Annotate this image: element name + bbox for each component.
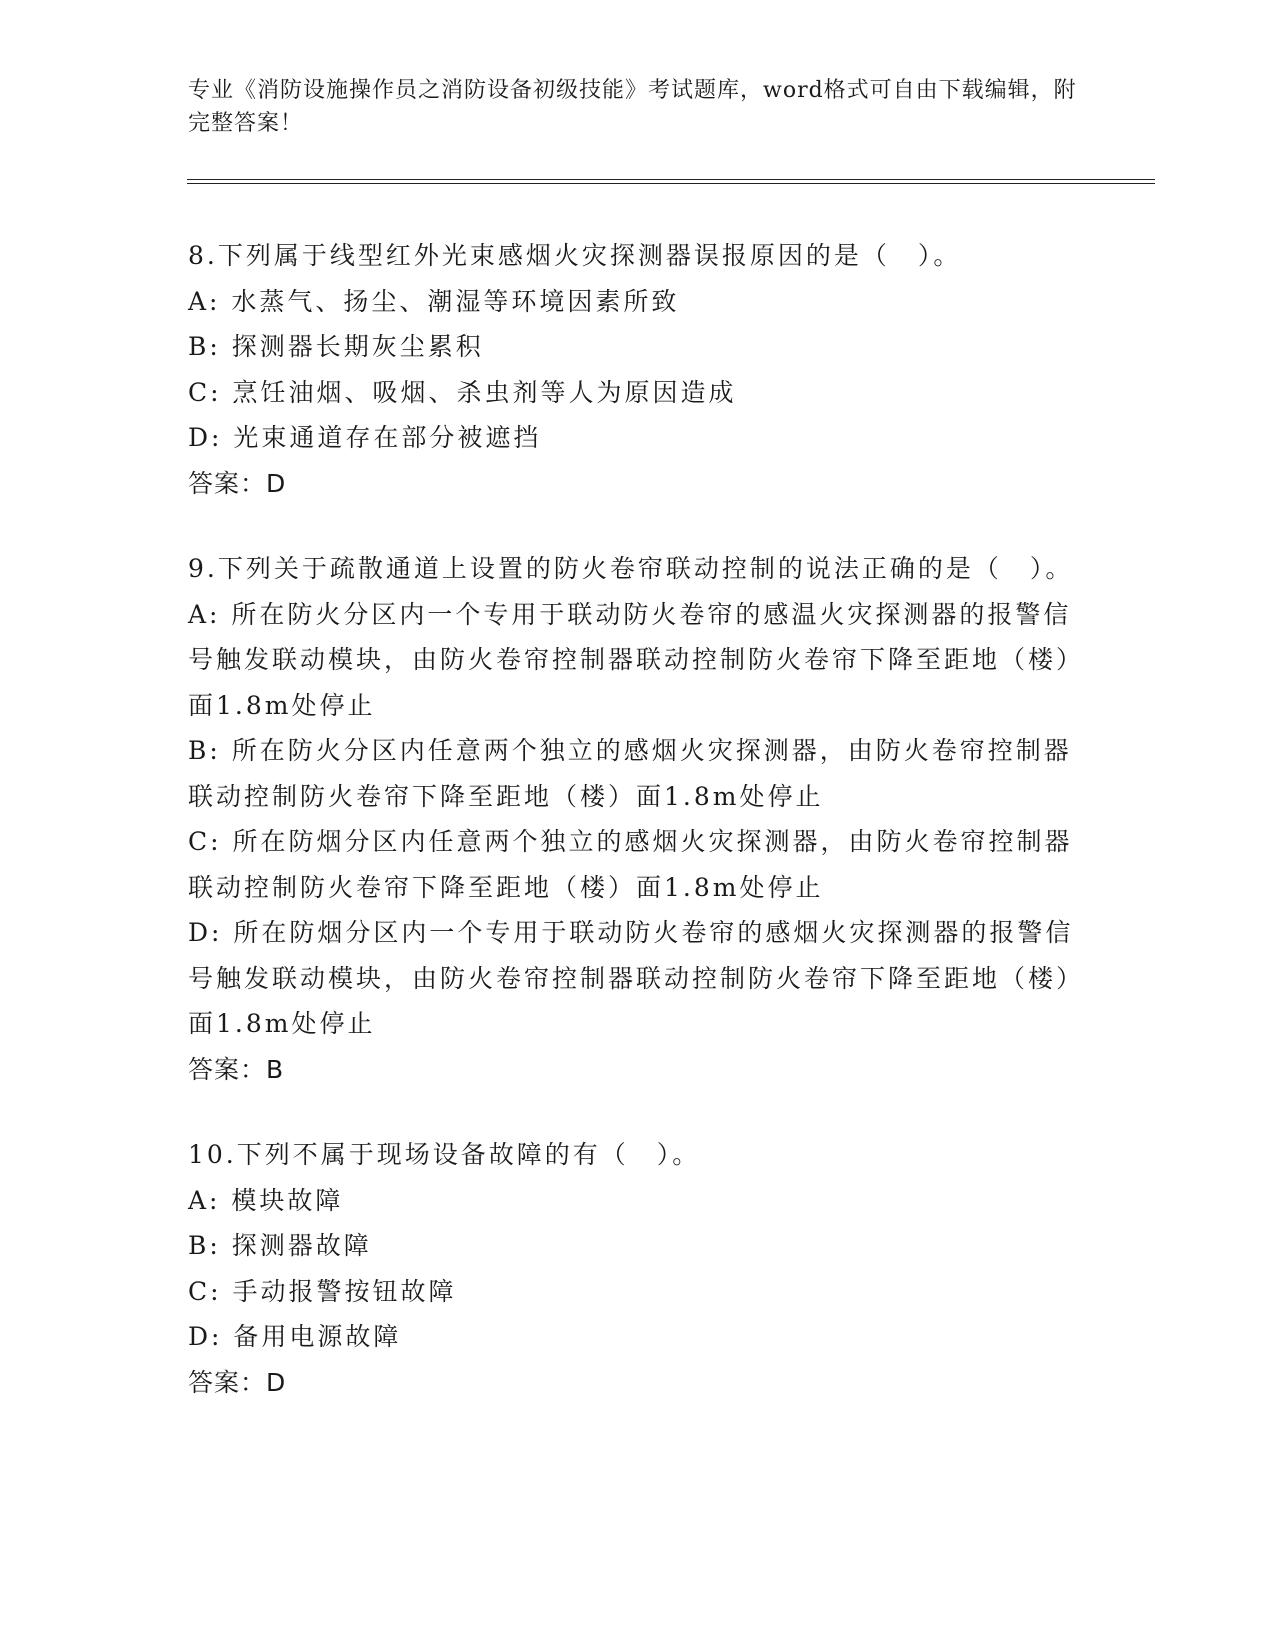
option-c: C: 手动报警按钮故障 — [188, 1276, 457, 1306]
option-b: B: 探测器长期灰尘累积 — [188, 332, 484, 361]
question-stem: 8.下列属于线型红外光束感烟火灾探测器误报原因的是（ ）。 — [188, 241, 962, 270]
answer-label: 答案：D — [188, 1367, 287, 1397]
option-a: A: 模块故障 — [188, 1185, 344, 1215]
question-stem: 9.下列关于疏散通道上设置的防火卷帘联动控制的说法正确的是（ ）。 — [188, 554, 1074, 583]
option-d: D: 所在防烟分区内一个专用于联动防火卷帘的感烟火灾探测器的报警信号触发联动模块，由防火卷帘控制器联动控制防火卷帘下降至距地（楼）面1.8m处停止 — [188, 918, 1085, 1038]
option-a: A: 水蒸气、扬尘、潮湿等环境因素所致 — [188, 286, 680, 316]
header-divider-bottom — [187, 183, 1155, 184]
option-b: B: 探测器故障 — [188, 1231, 372, 1260]
option-d: D: 光束通道存在部分被遮挡 — [188, 423, 542, 452]
question-list — [188, 233, 1088, 1445]
option-d: D: 备用电源故障 — [188, 1322, 402, 1351]
answer-label: 答案：B — [188, 1054, 285, 1084]
question-8 — [188, 233, 1088, 506]
option-c: C: 烹饪油烟、吸烟、杀虫剂等人为原因造成 — [188, 377, 737, 407]
document-intro: 专业《消防设施操作员之消防设备初级技能》考试题库，word格式可自由下载编辑，附完整答案！ — [188, 78, 1077, 136]
option-b: B: 所在防火分区内任意两个独立的感烟火灾探测器，由防火卷帘控制器联动控制防火卷帘下降至距地（楼）面1.8m处停止 — [188, 736, 1072, 811]
header-divider-top — [187, 179, 1155, 180]
option-a: A: 所在防火分区内一个专用于联动防火卷帘的感温火灾探测器的报警信号触发联动模块，由防火卷帘控制器联动控制防火卷帘下降至距地（楼）面1.8m处停止 — [188, 599, 1085, 720]
question-stem: 10.下列不属于现场设备故障的有（ ）。 — [188, 1140, 701, 1169]
answer-label: 答案：D — [188, 468, 287, 498]
question-9 — [188, 546, 1088, 1092]
option-c: C: 所在防烟分区内任意两个独立的感烟火灾探测器，由防火卷帘控制器联动控制防火卷帘下降至距地（楼）面1.8m处停止 — [188, 827, 1073, 902]
question-10 — [188, 1132, 1088, 1405]
